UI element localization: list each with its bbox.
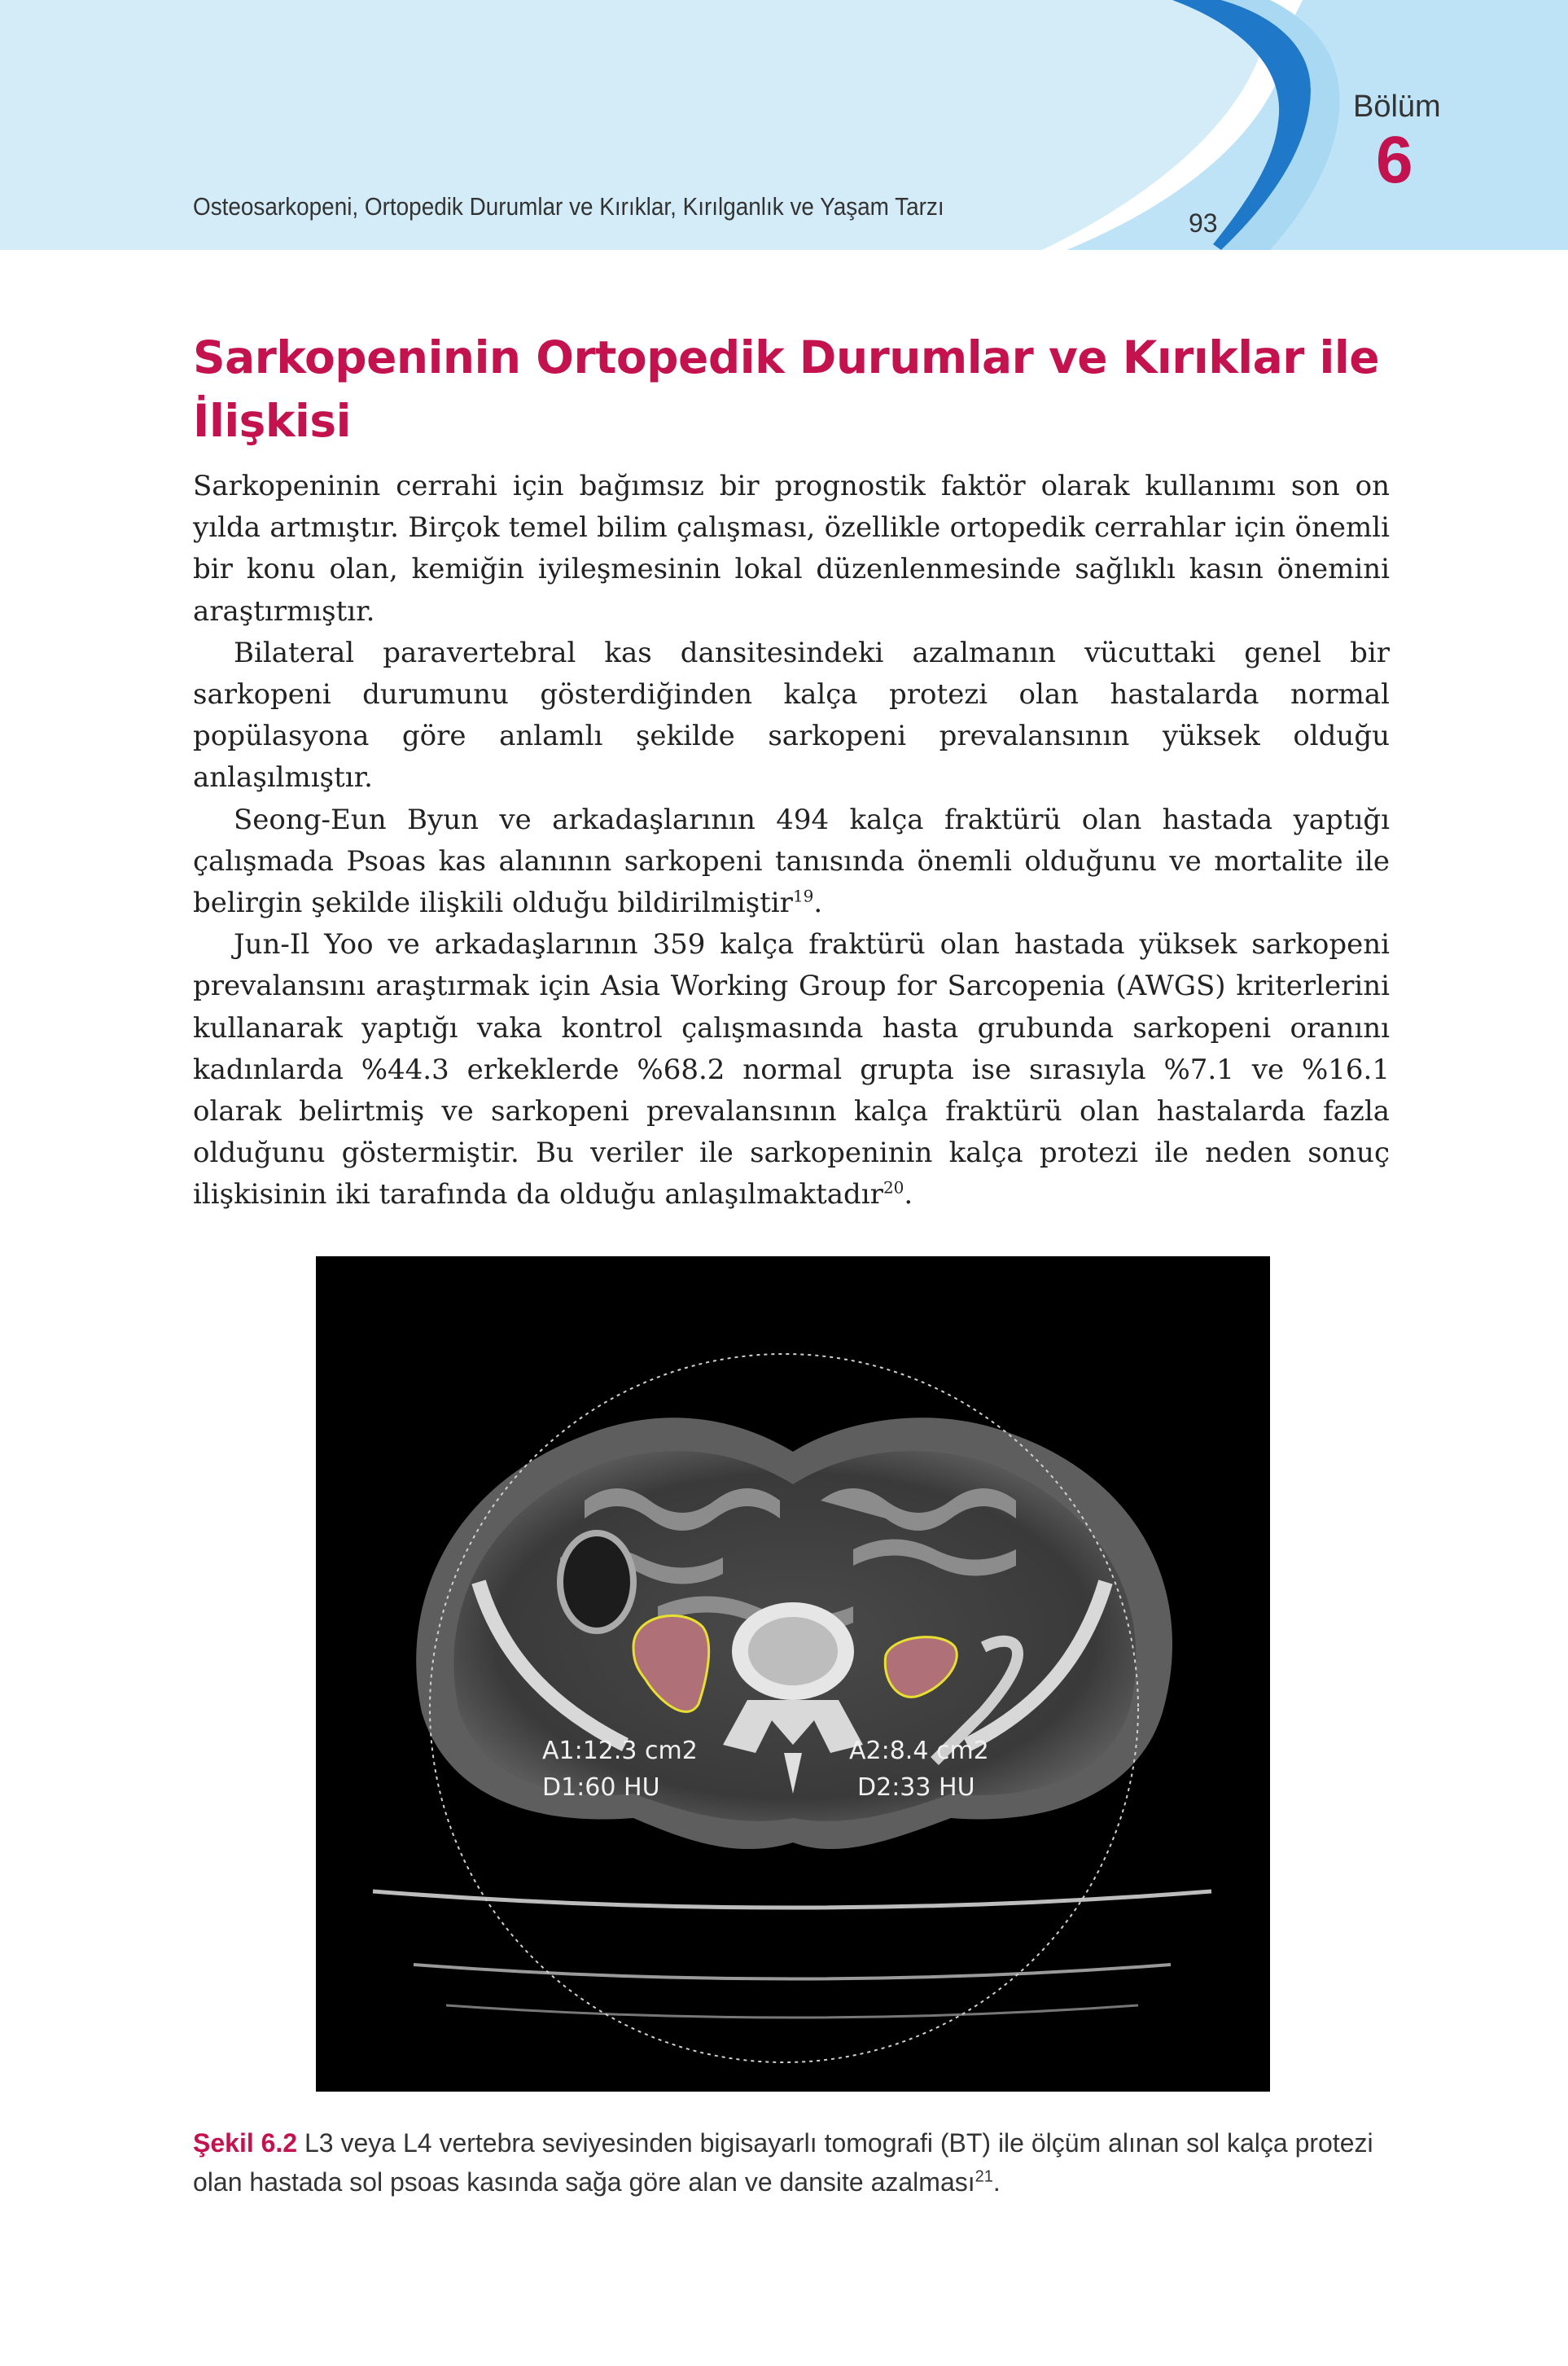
- roi-label-d1: D1:60 HU: [542, 1773, 660, 1802]
- paragraph-text: Bilateral paravertebral kas dansitesindeki azalmanın vücuttaki genel bir sarkopeni durumunu gösterdiğinden kalça protezi olan hastalarda normal popülasyona göre anlamlı şekilde sarkopeni prevalansının yüksek olduğu anlaşılmıştır.: [193, 636, 1390, 795]
- figure-label: Şekil 6.2: [193, 2128, 298, 2158]
- caption-text: L3 veya L4 vertebra seviyesinden bigisayarlı tomografi (BT) ile ölçüm alınan sol kalça protezi olan hastada sol psoas kasında sağa göre alan ve dansite azalması: [193, 2128, 1373, 2197]
- page-header: [0, 0, 1568, 250]
- roi-label-d2: D2:33 HU: [857, 1773, 975, 1802]
- ct-scan-figure: [316, 1256, 1270, 2092]
- chapter-number: 6: [1376, 123, 1413, 197]
- paragraph-2: [193, 633, 1390, 800]
- figure-caption: Şekil 6.2 L3 veya L4 vertebra seviyesinden bigisayarlı tomografi (BT) ile ölçüm alınan sol kalça protezi olan hastada sol psoas kasında sağa göre alan ve dansite azalması$^{21}$.: [193, 2128, 1373, 2197]
- paragraph-text: Seong-Eun Byun ve arkadaşlarının 494 kalça fraktürü olan hastada yaptığı çalışmada Psoas kas alanının sarkopeni tanısında önemli olduğunu ve mortalite ile belirgin şekilde ilişkili olduğu bildirilmiştir: [193, 803, 1390, 920]
- roi-label-a2: A2:8.4 cm2: [849, 1737, 989, 1765]
- running-title: Osteosarkopeni, Ortopedik Durumlar ve Kırıklar, Kırılganlık ve Yaşam Tarzı: [193, 192, 944, 221]
- paragraph-3: Seong-Eun Byun ve arkadaşlarının 494 kalça fraktürü olan hastada yaptığı çalışmada Psoas kas alanının sarkopeni tanısında önemli olduğunu ve mortalite ile belirgin şekilde ilişkili olduğu bildirilmiştir$^{19}$.: [193, 803, 1390, 920]
- page-number: 93: [1189, 208, 1218, 238]
- citation-ref: 20: [883, 1178, 904, 1198]
- citation-ref: 21: [975, 2167, 993, 2186]
- paragraph-text: Jun-Il Yoo ve arkadaşlarının 359 kalça fraktürü olan hastada yüksek sarkopeni prevalansını araştırmak için Asia Working Group for Sarcopenia (AWGS) kriterlerini kullanarak yaptığı vaka kontrol çalışmasında hasta grubunda sarkopeni oranını kadınlarda %44.3 erkeklerde %68.2 normal grupta ise sırasıyla %7.1 ve %16.1 olarak belirtmiş ve sarkopeni prevalansının kalça fraktürü olan hastalarda fazla olduğunu göstermiştir. Bu veriler ile sarkopeninin kalça protezi ile neden sonuç ilişkisinin iki tarafında da olduğu anlaşılmaktadır: [193, 928, 1390, 1211]
- citation-ref: 19: [792, 886, 814, 906]
- paragraph-text: Sarkopeninin cerrahi için bağımsız bir prognostik faktör olarak kullanımı son on yılda artmıştır. Birçok temel bilim çalışması, özellikle ortopedik cerrahlar için önemli bir konu olan, kemiğin iyileşmesinin lokal düzenlenmesinde sağlıklı kasın önemini araştırmıştır.: [193, 470, 1390, 628]
- paragraph-4: Jun-Il Yoo ve arkadaşlarının 359 kalça fraktürü olan hastada yüksek sarkopeni prevalansını araştırmak için Asia Working Group for Sarcopenia (AWGS) kriterlerini kullanarak yaptığı vaka kontrol çalışmasında hasta grubunda sarkopeni oranını kadınlarda %44.3 erkeklerde %68.2 normal grupta ise sırasıyla %7.1 ve %16.1 olarak belirtmiş ve sarkopeni prevalansının kalça fraktürü olan hastalarda fazla olduğunu göstermiştir. Bu veriler ile sarkopeninin kalça protezi ile neden sonuç ilişkisinin iki tarafında da olduğu anlaşılmaktadır$^{20}$.: [193, 928, 1390, 1211]
- section-title: Sarkopeninin Ortopedik Durumlar ve Kırıklar ile İlişkisi: [193, 331, 1380, 447]
- paragraph-1: [193, 466, 1390, 633]
- ct-scan-image: [316, 1256, 1270, 2092]
- roi-label-a1: A1:12.3 cm2: [542, 1737, 698, 1765]
- body-text: [193, 466, 1390, 1216]
- chapter-label: Bölüm: [1353, 90, 1441, 124]
